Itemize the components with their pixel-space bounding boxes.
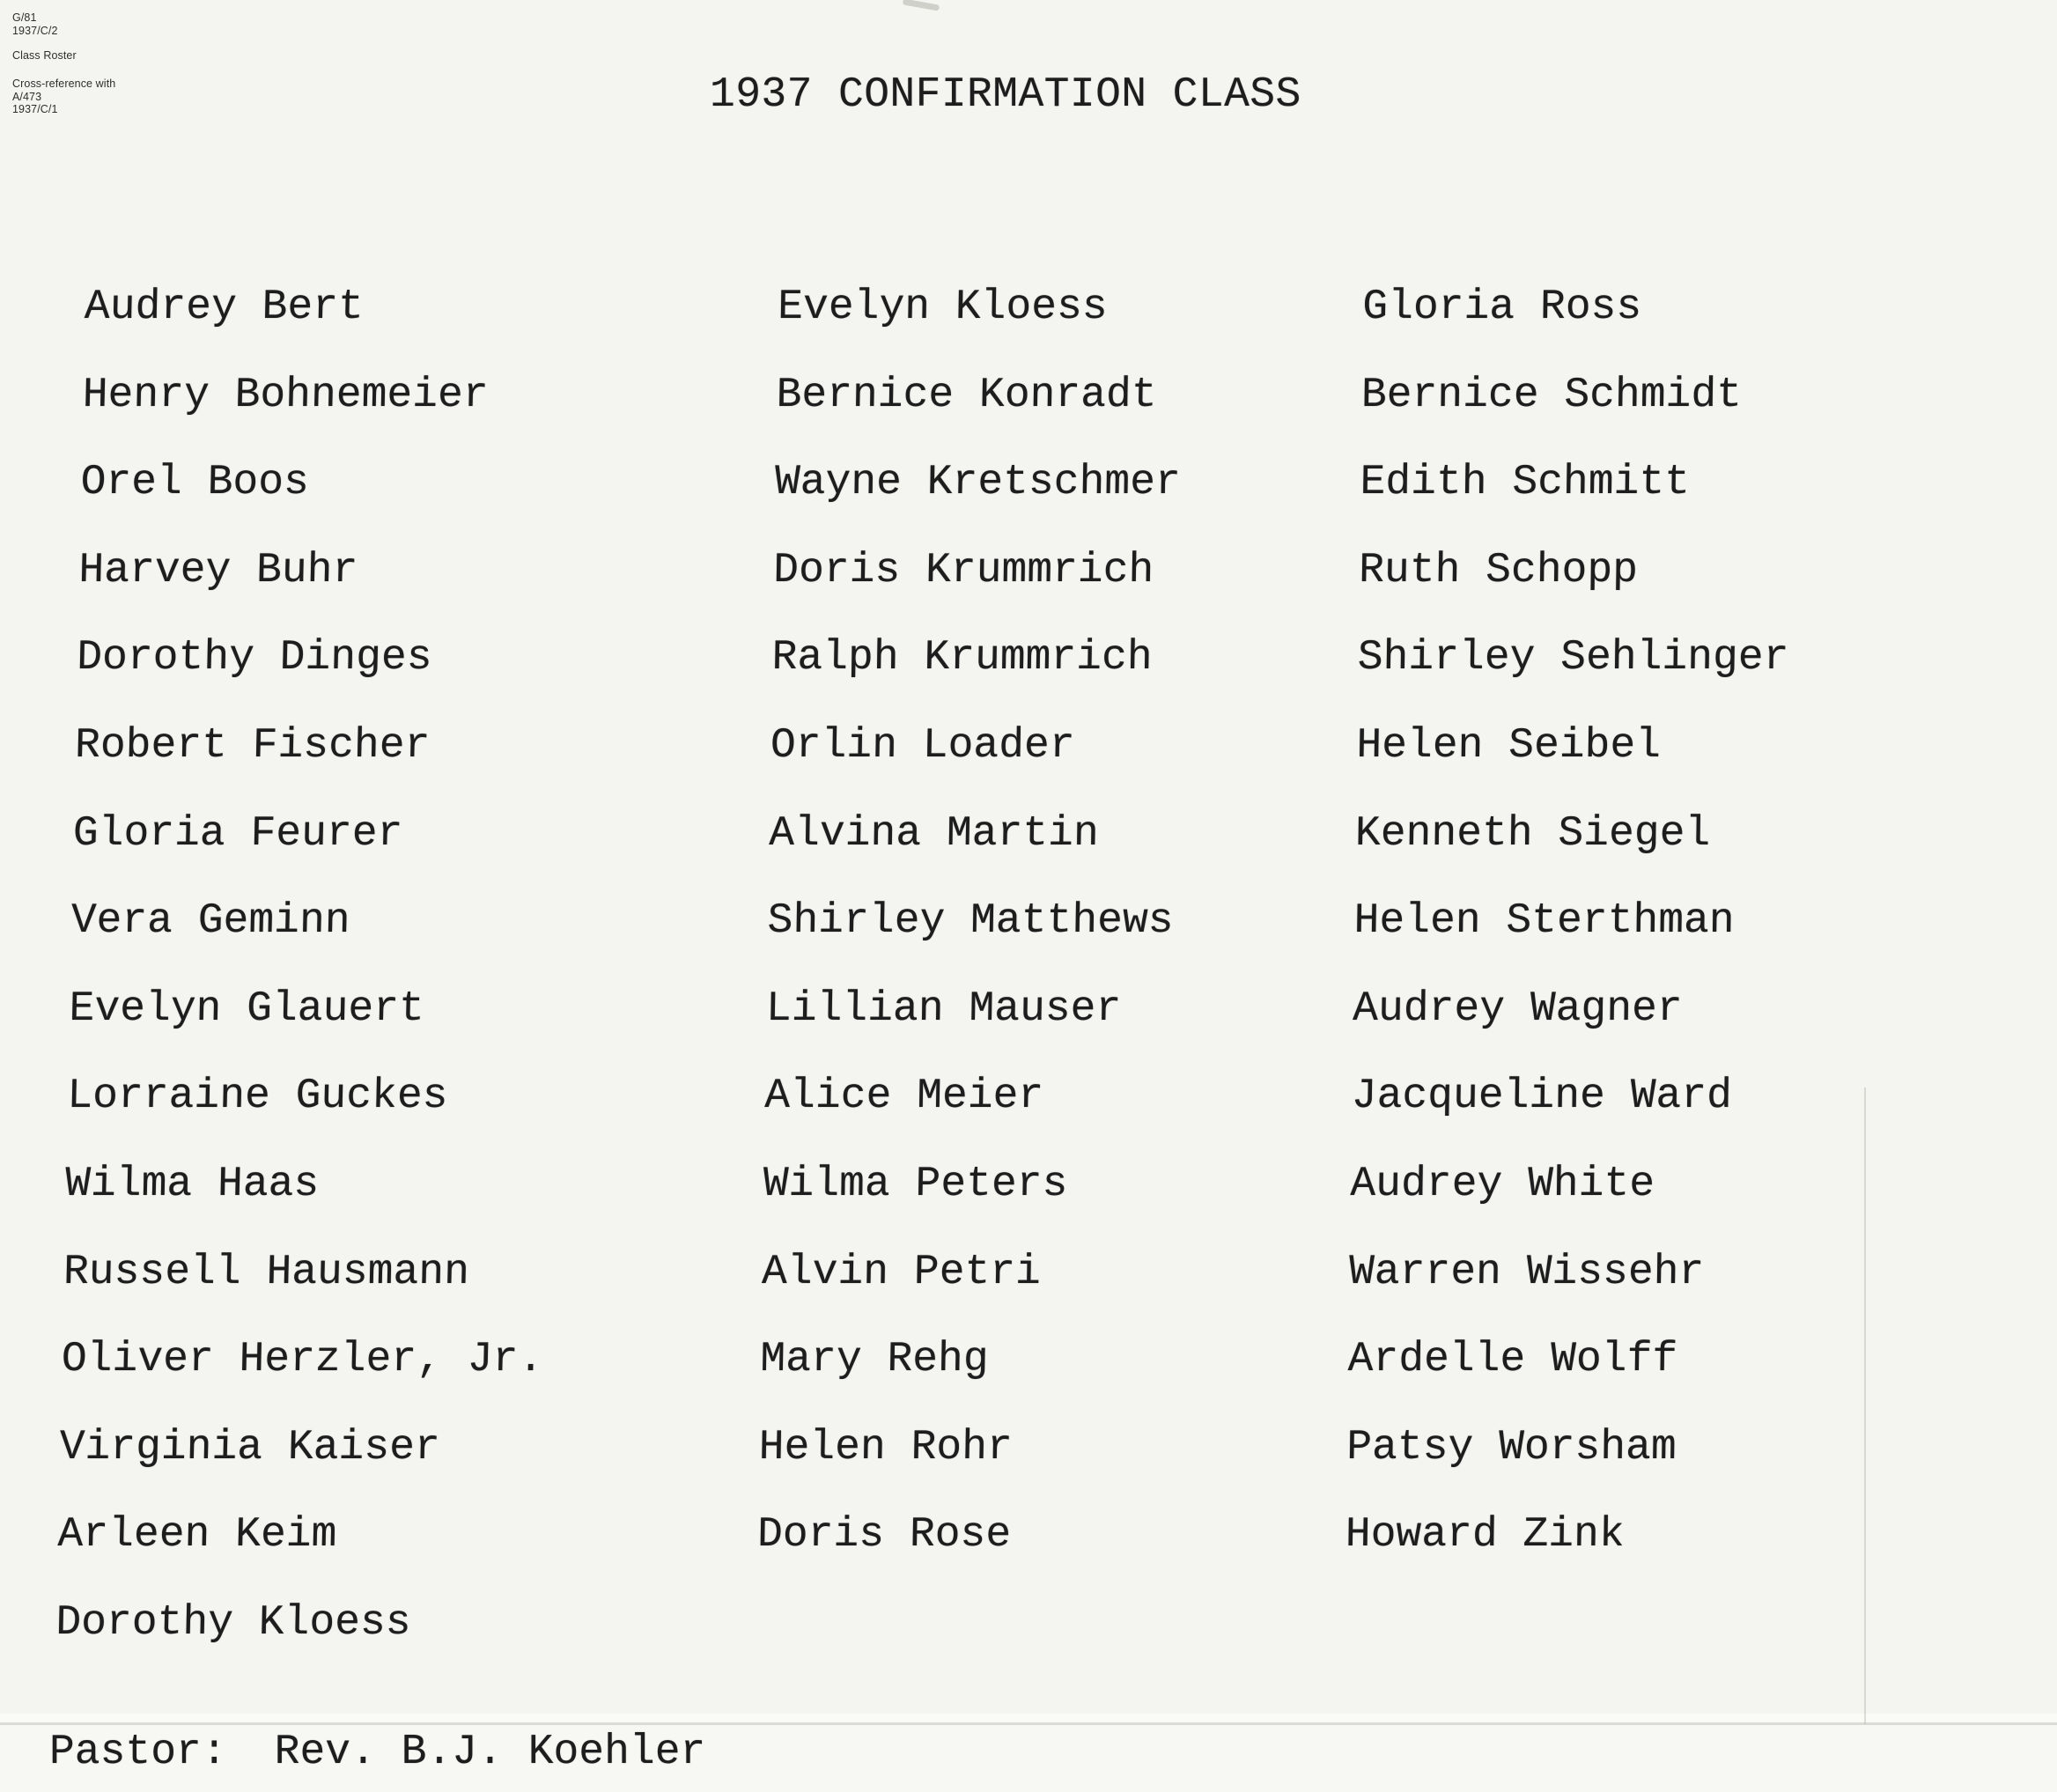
- roster-name: Audrey Wagner: [1352, 984, 1684, 1033]
- roster-name: Jacqueline Ward: [1351, 1073, 1733, 1121]
- roster-name: Patsy Worsham: [1346, 1423, 1677, 1471]
- roster-name: Warren Wissehr: [1348, 1248, 1705, 1296]
- roster-name: Henry Bohnemeier: [82, 371, 490, 419]
- roster-name: Bernice Konradt: [776, 371, 1158, 419]
- roster-name: Harvey Buhr: [77, 546, 358, 594]
- roster-name: Lorraine Guckes: [66, 1073, 449, 1121]
- roster-name: Doris Rose: [756, 1511, 1012, 1560]
- roster-name: Shirley Sehlinger: [1357, 634, 1789, 682]
- scan-artifact-vertical-line: [1864, 1088, 1866, 1724]
- roster-name: Helen Sterthman: [1353, 897, 1736, 946]
- roster-name: Evelyn Glauert: [68, 984, 425, 1033]
- roster-name: Orel Boos: [79, 459, 310, 507]
- roster-name: Howard Zink: [1345, 1511, 1626, 1560]
- archive-codes: [12, 11, 58, 37]
- cross-reference-note: [12, 77, 115, 116]
- roster-name: Wilma Peters: [763, 1160, 1068, 1208]
- pastor-label: Pastor:: [49, 1729, 227, 1776]
- roster-name: Ralph Krummrich: [771, 634, 1154, 682]
- archive-code-line: G/81: [12, 11, 37, 24]
- roster-name: Ruth Schopp: [1358, 546, 1639, 594]
- roster-name: Lillian Mauser: [765, 984, 1122, 1033]
- roster-name: Gloria Ross: [1361, 284, 1642, 331]
- roster-name: Robert Fischer: [74, 721, 431, 770]
- roster-name: Doris Krummrich: [772, 546, 1154, 594]
- document-title: 1937 CONFIRMATION CLASS: [710, 71, 1301, 119]
- roster-column-1: [55, 264, 567, 1668]
- roster-name: Alice Meier: [763, 1073, 1044, 1121]
- roster-name: Wayne Kretschmer: [774, 459, 1182, 507]
- roster-name: Edith Schmitt: [1360, 459, 1691, 507]
- roster-column-2: [756, 264, 1184, 1580]
- archive-code-line: 1937/C/2: [12, 24, 58, 37]
- roster-name: Russell Hausmann: [63, 1248, 470, 1296]
- pastor-line: [49, 1728, 705, 1777]
- cross-reference-code: 1937/C/1: [12, 103, 58, 115]
- roster-column-3: [1345, 264, 1795, 1580]
- roster-name: Alvin Petri: [761, 1248, 1042, 1296]
- roster-name: Alvina Martin: [768, 809, 1100, 858]
- roster-name: Gloria Feurer: [72, 809, 403, 858]
- roster-name: Vera Geminn: [70, 897, 351, 946]
- roster-name: Kenneth Siegel: [1354, 809, 1711, 858]
- roster-name: Helen Seibel: [1355, 721, 1662, 770]
- roster-name: Mary Rehg: [759, 1336, 990, 1384]
- roster-name: Wilma Haas: [64, 1160, 320, 1208]
- roster-name: Helen Rohr: [758, 1423, 1014, 1471]
- roster-name: Dorothy Dinges: [76, 634, 433, 682]
- roster-name: Virginia Kaiser: [59, 1423, 441, 1471]
- cross-reference-code: A/473: [12, 90, 42, 103]
- roster-name: Arleen Keim: [56, 1511, 337, 1560]
- scan-artifact-mark: [903, 0, 940, 11]
- roster-name: Bernice Schmidt: [1360, 371, 1743, 419]
- roster-name: Orlin Loader: [770, 721, 1076, 770]
- roster-name: Evelyn Kloess: [777, 284, 1109, 331]
- roster-name: Dorothy Kloess: [55, 1598, 412, 1647]
- cross-reference-text: Cross-reference with: [12, 77, 116, 90]
- roster-name: Audrey Bert: [84, 284, 365, 331]
- roster-name: Ardelle Wolff: [1347, 1336, 1678, 1384]
- roster-name: Shirley Matthews: [767, 897, 1174, 946]
- document-type-label: Class Roster: [12, 49, 77, 62]
- roster-name: Audrey White: [1350, 1160, 1655, 1208]
- roster-name: Oliver Herzler, Jr.: [61, 1336, 544, 1384]
- pastor-name: Rev. B.J. Koehler: [274, 1729, 706, 1776]
- scan-seam-highlight: [0, 1714, 2057, 1722]
